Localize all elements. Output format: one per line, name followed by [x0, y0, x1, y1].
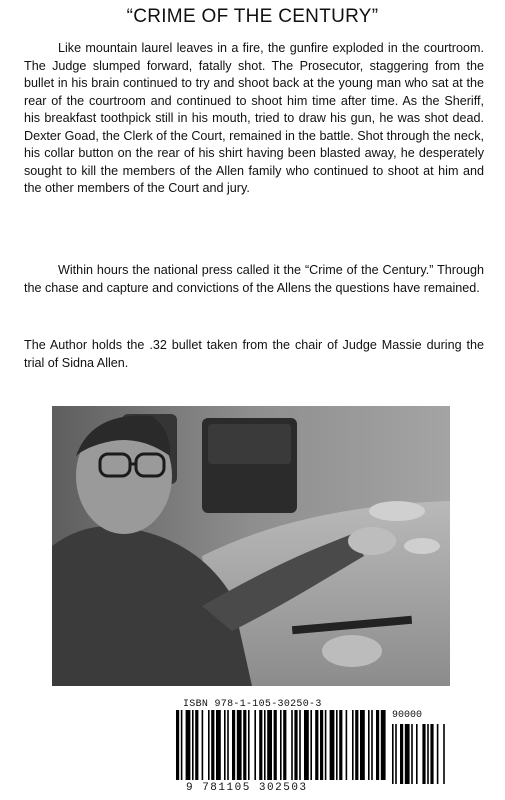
barcode — [174, 710, 449, 786]
price-code: 90000 — [392, 710, 423, 721]
paragraph-author-bullet: The Author holds the .32 bullet taken from the chair of Judge Massie during the trial of Sidna Allen. — [24, 338, 484, 370]
barcode-number: 9 781105 302503 — [186, 782, 308, 794]
author-photo-drawing — [52, 406, 450, 686]
paragraph-press: Within hours the national press called it the “Crime of the Century.” Through the chase and capture and convictions of the Allens the questions have remained. — [24, 263, 484, 295]
isbn-label: ISBN 978-1-105-30250-3 — [183, 699, 322, 710]
author-photo — [52, 406, 450, 686]
page-title: “CRIME OF THE CENTURY” — [126, 6, 379, 27]
paragraph-courtroom: Like mountain laurel leaves in a fire, the gunfire exploded in the courtroom. The Judge slumped forward, fatally shot. The Prosecutor, staggering from the bullet in his brain continued to try and shoot back at the young man who sat at the rear of the courtroom and continued to shoot him time after time. As the Sheriff, his breakfast toothpick still in his mouth, tried to draw his gun, he was shot dead. Dexter Goad, the Clerk of the Court, remained in the battle. Shot through the neck, his collar button on the rear of his shirt having been blasted away, he desperately sought to kill the members of the Allen family who continued to shoot at him and the other members of the Court and jury. — [24, 41, 484, 195]
